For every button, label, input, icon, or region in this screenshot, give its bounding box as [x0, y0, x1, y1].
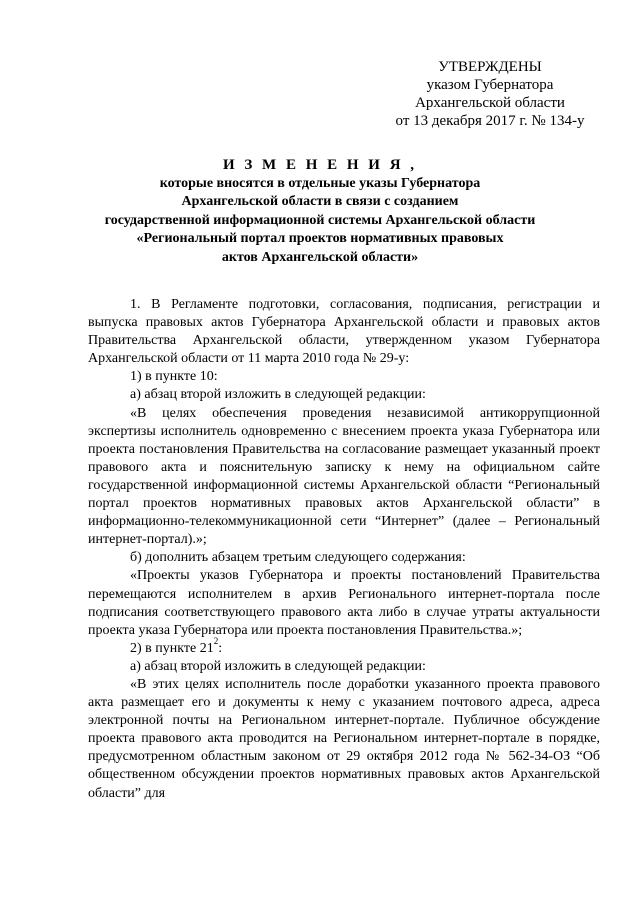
paragraph-7-text: 2) в пункте 21 [130, 640, 214, 656]
paragraph-7-superscript: 2 [213, 636, 219, 647]
paragraph-8: а) абзац второй изложить в следующей редакции: [130, 658, 426, 674]
paragraph-3: а) абзац второй изложить в следующей редакции: [130, 387, 426, 403]
heading-line-2: Архангельской области в связи с созданием [181, 194, 459, 209]
paragraph-6: «Проекты указов Губернатора и проекты постановлений Правительства перемещаются исполнителем в архив Регионального интернет-портала после подписания соответствующего правового акта либо в случае утраты актуальности проекта указа Губернатора или проекта постановления Правительства.»; [88, 568, 600, 638]
document-heading [70, 156, 570, 267]
heading-line-3: государственной информационной системы Архангельской области [104, 212, 536, 228]
approval-line-2: Архангельской области [415, 95, 565, 111]
heading-title: И З М Е Н Е Н И Я , [222, 157, 418, 173]
approval-line-3: от 13 декабря 2017 г. № 134-у [395, 113, 585, 129]
approval-stamp [380, 58, 600, 130]
paragraph-9: «В этих целях исполнитель после доработки указанного проекта правового акта размещает его и документы к нему с указанием почтового адреса, адреса электронной почты на Региональном интернет-портале. Публичное обсуждение проекта правового акта проводится на Региональном интернет-портале в порядке, предусмотренном областным законом от 29 октября 2012 года № 562-34-ОЗ “Об общественном обсуждении проектов нормативных правовых актов Архангельской области” для [88, 676, 600, 801]
approval-line-1: указом Губернатора [426, 77, 554, 93]
paragraph-7-colon: : [218, 640, 223, 656]
heading-line-1: которые вносятся в отдельные указы Губернатора [159, 175, 481, 191]
paragraph-2: 1) в пункте 10: [130, 369, 218, 385]
paragraph-4: «В целях обеспечения проведения независимой антикоррупционной экспертизы исполнитель одновременно с внесением проекта указа Губернатора или проекта постановления Правительства на согласование размещает указанный проект правового акта и пояснительную записку к нему на официальном сайте государственной информационной системы Архангельской области “Региональный портал проектов нормативных правовых актов Архангельской области” в информационно-телекоммуникационной сети “Интернет” (далее – Региональный интернет-портал).»; [88, 405, 600, 548]
paragraph-7 [88, 636, 600, 658]
approval-title: УТВЕРЖДЕНЫ [438, 59, 542, 75]
heading-line-4: «Региональный портал проектов нормативных правовых [136, 231, 504, 246]
heading-line-5: актов Архангельской области» [221, 249, 419, 265]
paragraph-1: 1. В Регламенте подготовки, согласования, подписания, регистрации и выпуска правовых актов Губернатора Архангельской области и правовых актов Правительства Архангельской области, утвержденном указом Губернатора Архангельской области от 11 марта 2010 года № 29-у: [88, 297, 600, 367]
paragraph-5: б) дополнить абзацем третьим следующего содержания: [130, 550, 466, 566]
document-body [88, 296, 600, 803]
